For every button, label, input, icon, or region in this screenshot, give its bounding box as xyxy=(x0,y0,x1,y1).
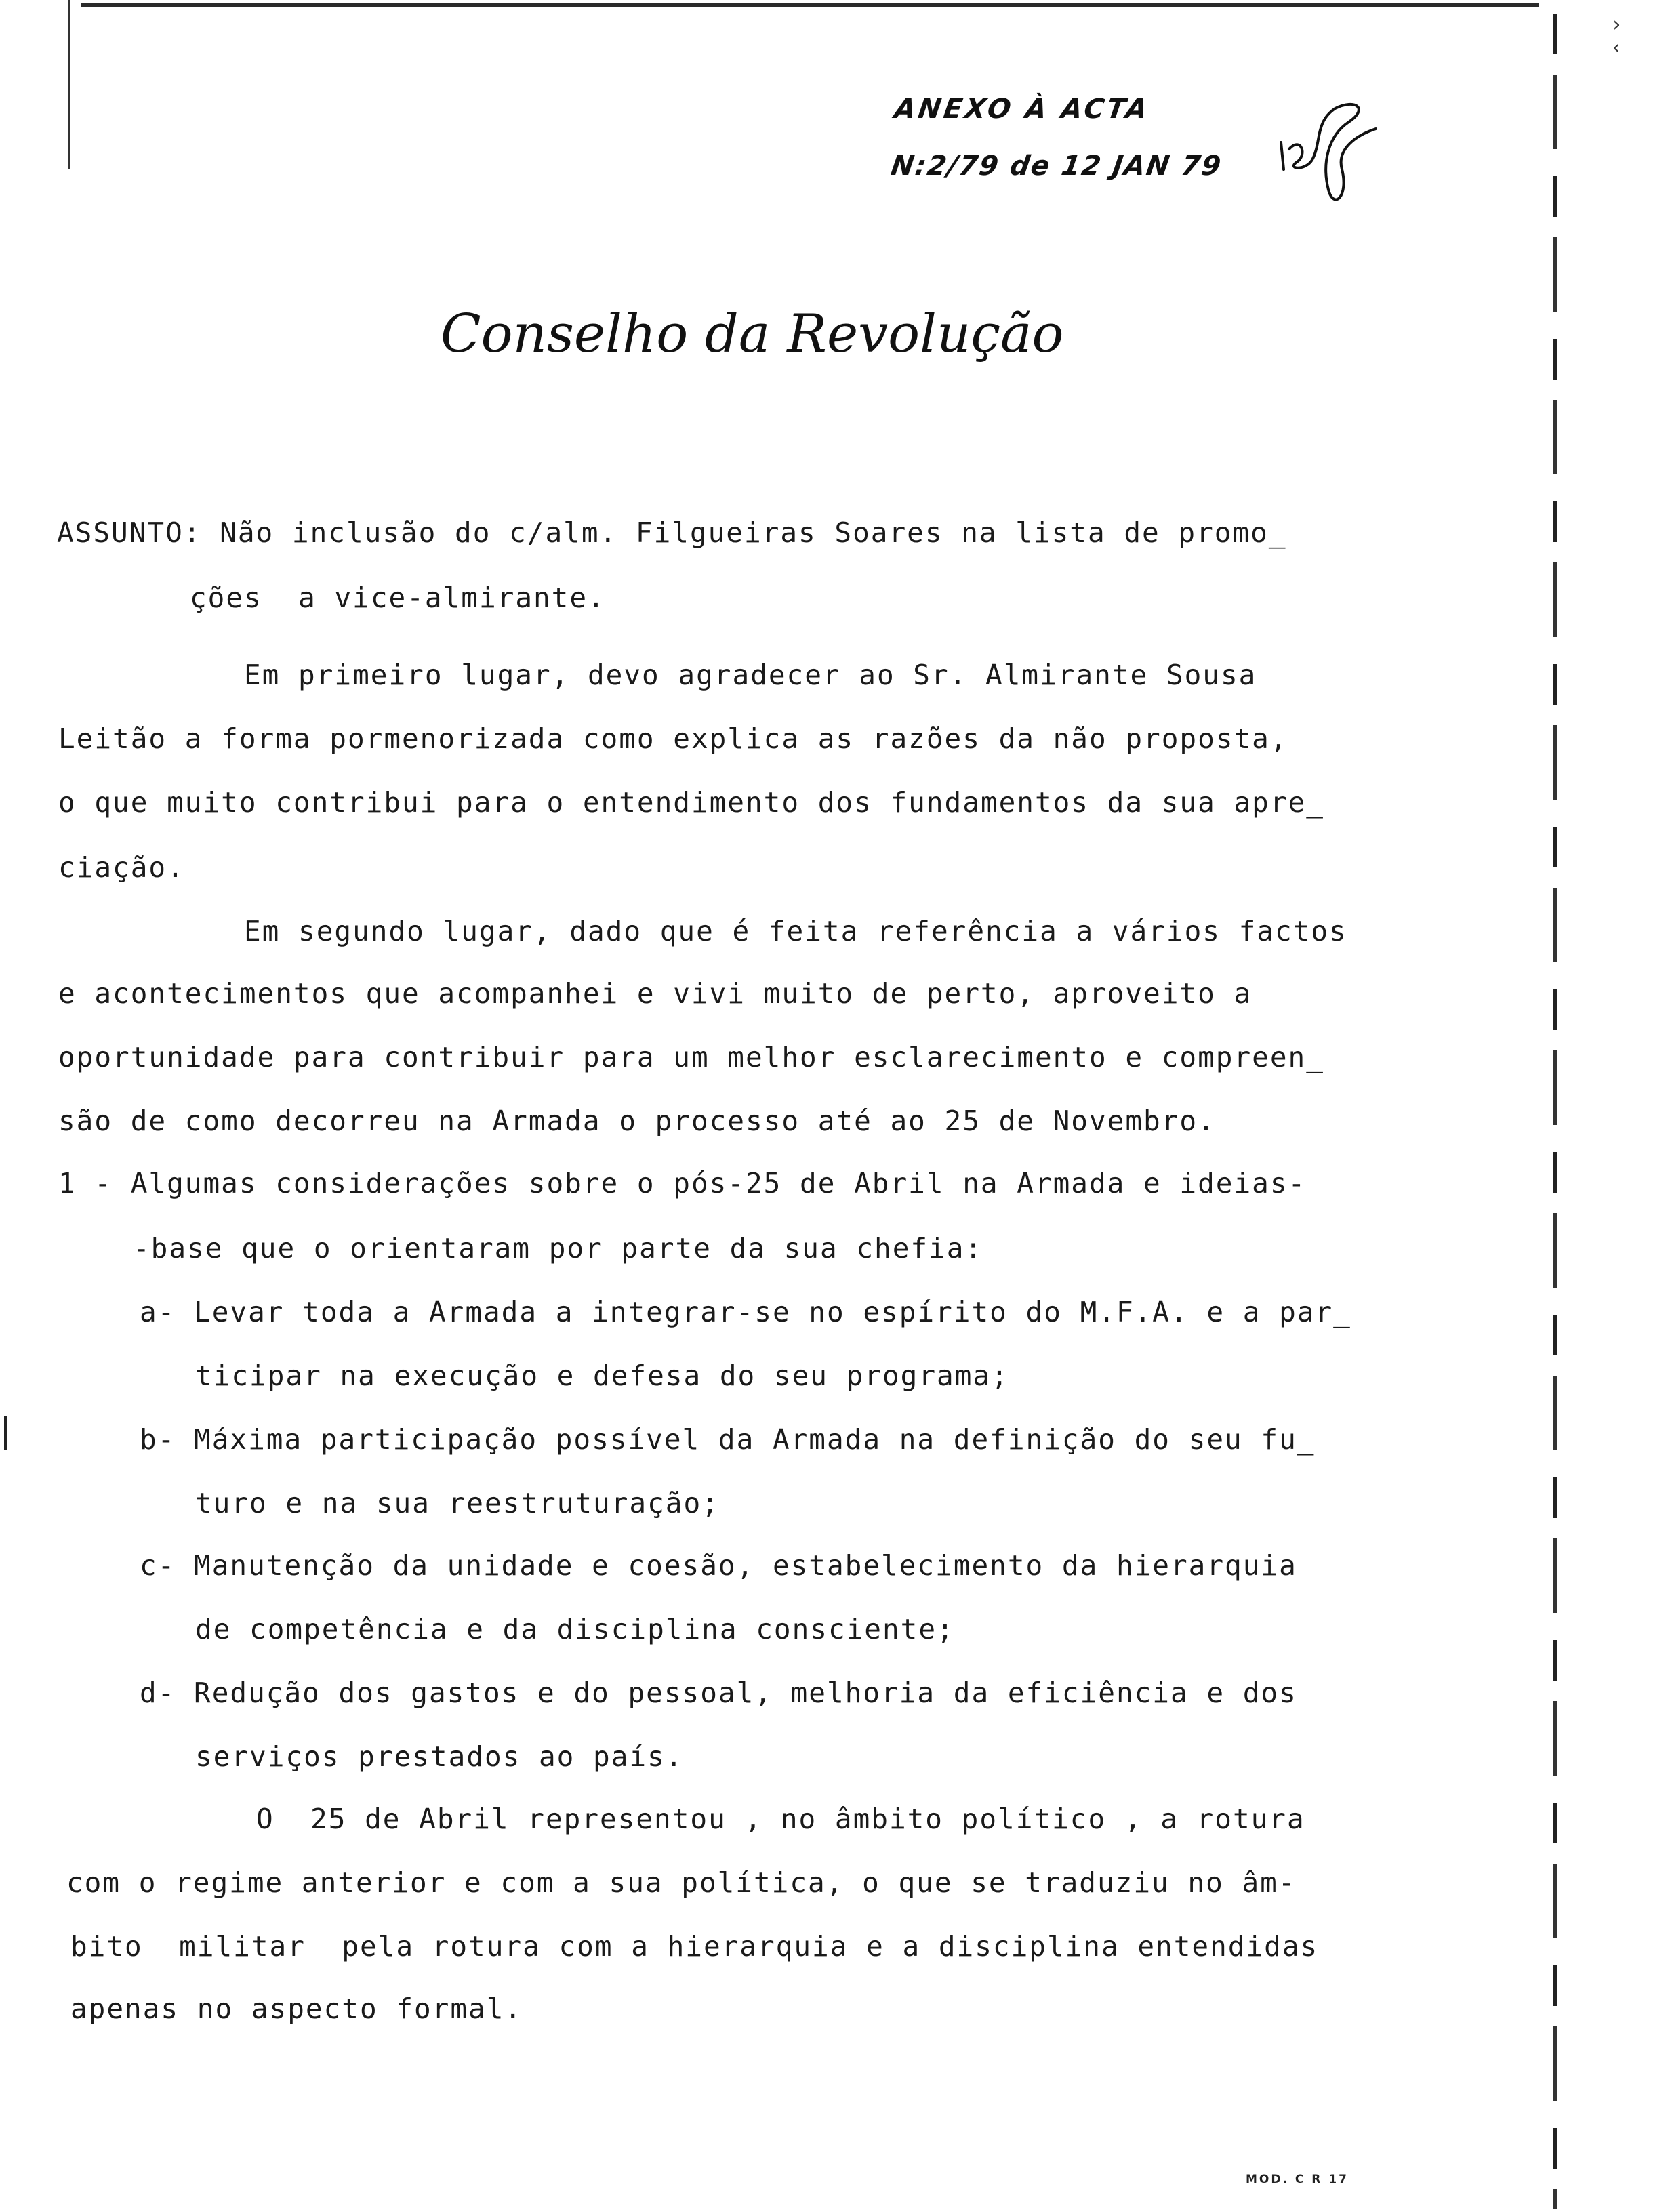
paragraph-line: Em primeiro lugar, devo agradecer ao Sr. Almirante Sousa xyxy=(244,659,1257,691)
paragraph-line: com o regime anterior e com a sua política, o que se traduziu no âm- xyxy=(66,1866,1297,1899)
annex-annotation-line2: N:2/79 de 12 JAN 79 xyxy=(889,150,1224,182)
form-model-code: MOD. C R 17 xyxy=(1246,2173,1349,2186)
section-heading-cont: -base que o orientaram por parte da sua chefia: xyxy=(133,1232,983,1265)
list-item-cont: de competência e da disciplina consciente; xyxy=(195,1613,955,1645)
paragraph-line: apenas no aspecto formal. xyxy=(70,1992,523,2025)
scan-left-mark xyxy=(4,1416,7,1450)
paragraph-line: oportunidade para contribuir para um melhor esclarecimento e compreen_ xyxy=(58,1041,1324,1073)
list-item: c- Manutenção da unidade e coesão, estabelecimento da hierarquia xyxy=(140,1549,1297,1582)
paragraph-line: o que muito contribui para o entendimento dos fundamentos da sua apre_ xyxy=(58,786,1324,819)
scan-top-edge xyxy=(0,0,1670,12)
subject-line: ASSUNTO: Não inclusão do c/alm. Filgueiras Soares na lista de promo_ xyxy=(57,516,1287,549)
scan-right-marks: › ‹ xyxy=(1610,13,1623,60)
list-item: d- Redução dos gastos e do pessoal, melhoria da eficiência e dos xyxy=(140,1677,1297,1709)
paragraph-line: bito militar pela rotura com a hierarquia e a disciplina entendidas xyxy=(70,1930,1319,1963)
list-item-cont: serviços prestados ao país. xyxy=(195,1740,684,1773)
scan-left-edge xyxy=(68,0,70,169)
list-item: b- Máxima participação possível da Armada na definição do seu fu_ xyxy=(140,1423,1316,1456)
scan-right-edge xyxy=(1553,14,1557,2209)
section-heading: 1 - Algumas considerações sobre o pós-25 de Abril na Armada e ideias- xyxy=(58,1167,1307,1200)
paragraph-line: são de como decorreu na Armada o processo até ao 25 de Novembro. xyxy=(58,1105,1216,1137)
paragraph-line: O 25 de Abril representou , no âmbito político , a rotura xyxy=(256,1803,1305,1835)
list-item-cont: ticipar na execução e defesa do seu programa; xyxy=(195,1359,1009,1392)
handwritten-signature xyxy=(1274,95,1389,210)
paragraph-line: Em segundo lugar, dado que é feita referência a vários factos xyxy=(244,915,1347,947)
list-item: a- Levar toda a Armada a integrar-se no espírito do M.F.A. e a par_ xyxy=(140,1296,1351,1328)
annex-annotation-line1: ANEXO À ACTA xyxy=(892,94,1152,125)
paragraph-line: Leitão a forma pormenorizada como explica as razões da não proposta, xyxy=(58,722,1288,755)
letterhead-title: Conselho da Revolução xyxy=(441,304,1064,365)
subject-line-cont: ções a vice-almirante. xyxy=(190,581,606,614)
list-item-cont: turo e na sua reestruturação; xyxy=(195,1487,720,1519)
paragraph-line: ciação. xyxy=(58,851,185,884)
paragraph-line: e acontecimentos que acompanhei e vivi muito de perto, aproveito a xyxy=(58,977,1252,1010)
